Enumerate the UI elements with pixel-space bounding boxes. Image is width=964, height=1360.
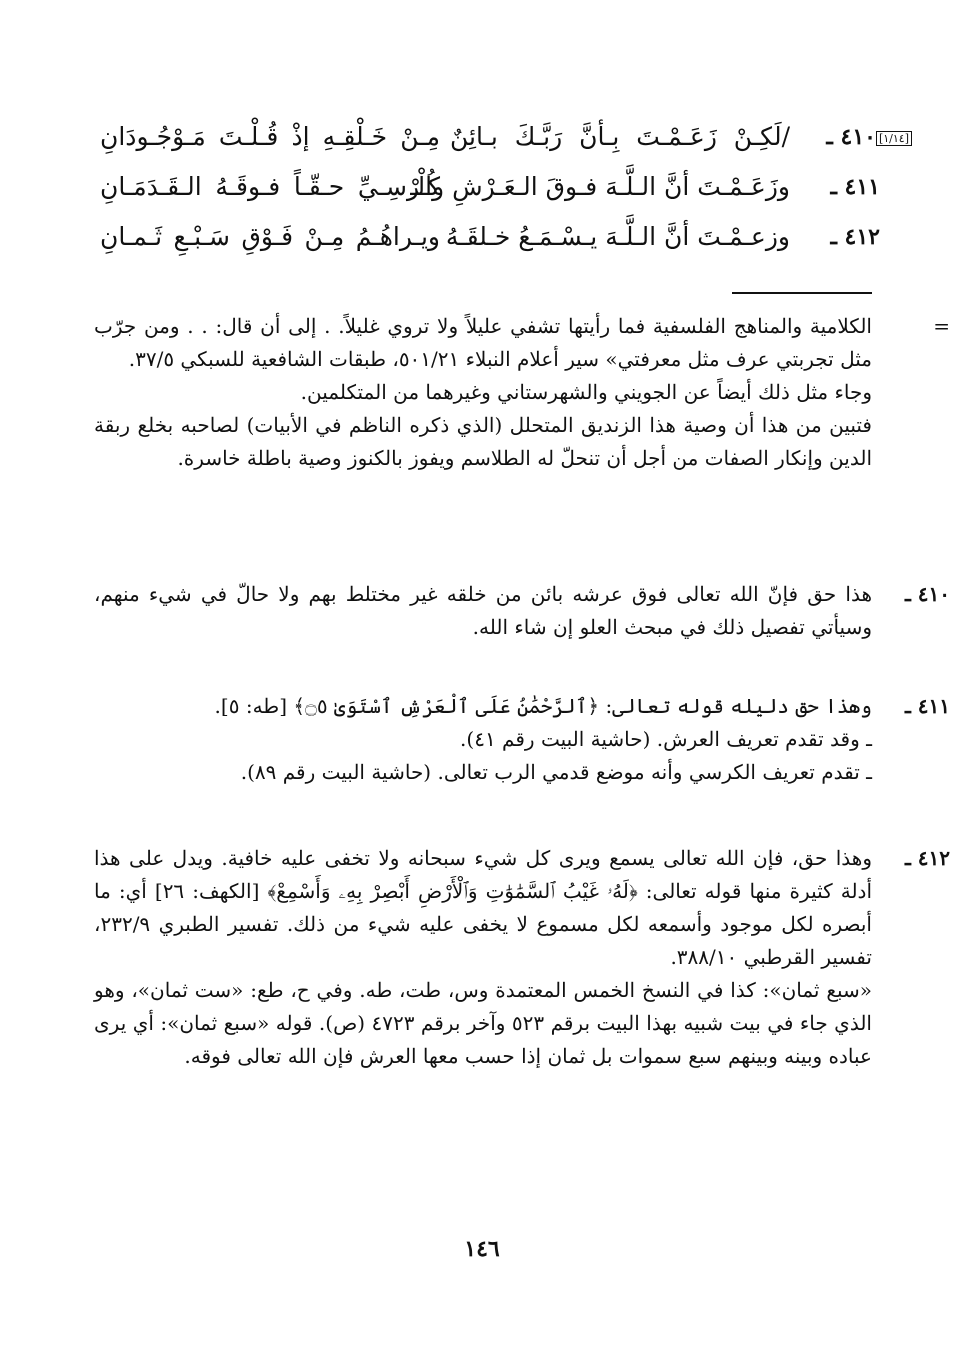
footnote-paragraph: فتبين من هذا أن وصية هذا الزنديق المتحلل (الذي ذكره الناظم في الأبيات) لصاحبه بخلع ربقة الدين وإنكار الصفات من أجل أن تنحلّ له الطلاسم ويفوز بالكنوز وصية باطلة خاسرة.: [94, 413, 872, 470]
footnote-number: ٤١٢ ـ: [904, 846, 950, 870]
page-number: ١٤٦: [464, 1236, 500, 1262]
verse-line-412: [90, 218, 880, 266]
footnote-number: ٤١٠ ـ: [904, 582, 950, 606]
footnote-411: [94, 690, 950, 789]
verse-number: ٤١٢ ـ: [830, 224, 880, 250]
second-hemistich: مِـنْ خَـلْقِـهِ إذْ قُـلْـتَ مَـوْجُـودَانِ: [100, 122, 440, 151]
footnote-paragraph: وهذا حق، فإن الله تعالى يسمع ويرى كل شيء سبحانه ولا تخفى عليه خافية. ويدل على هذا أدلة كثيرة منها قوله تعالى: ﴿لَهُۥ غَيْبُ ٱلسَّمَٰوَٰتِ وَٱلْأَرْضِ أَبْصِرْ بِهِۦ وَأَسْمِعْ﴾ [الكهف: ٢٦] أي: ما أبصره لكل موجود وأسمعه لكل مسموع لا يخفى عليه شيء من ذلك. تفسير الطبري ٢٣٢/٩، تفسير القرطبي ٣٨٨/١٠.: [94, 846, 873, 969]
footnote-paragraph: «سبع ثمان»: كذا في النسخ الخمس المعتمدة وس، طت، طه. وفي ح، طع: «ست ثمان»، وهو الذي جاء في بيت شبيه بهذا البيت برقم ٥٢٣ وآخر برقم ٤٧٢٣ (ص). قوله «سبع ثمان»: أي يرى عباده وبينه وبينهم سبع سموات بل ثمان إذا حسب معها العرش فإن الله تعالى فوقه.: [94, 978, 872, 1068]
footnote-paragraph: وجاء مثل ذلك أيضاً عن الجويني والشهرستاني وغيرهما من المتكلمين.: [300, 380, 872, 404]
footnote-412: [94, 842, 950, 1073]
second-hemistich: ويـراهُـمُ مِـنْ فَـوْقِ سَـبْـعِ ثَـمـانِ: [100, 222, 440, 251]
first-hemistich: وزَعَـمْـتَ أنَّ الـلَّـهَ فـوقَ الـعَـرْشِ والْـ: [410, 172, 790, 201]
verse-number: ٤١١ ـ: [830, 174, 880, 200]
continuation-mark: =: [933, 314, 950, 338]
first-hemistich: وزعـمْـتَ أنَّ الـلَّـهَ يـسْـمَـعُ خـلقَـهُ: [445, 222, 790, 251]
manuscript-folio-marker: [١/١٤]: [876, 131, 912, 146]
verse-line-411: [90, 168, 880, 216]
footnote-paragraph: هذا حق فإنّ الله تعالى فوق عرشه بائن من خلقه غير مختلط بهم ولا حالّ في شيء منهم، وسيأتي تفصيل ذلك في مبحث العلو إن شاء الله.: [94, 582, 872, 639]
footnote-continuation: [94, 310, 950, 475]
footnote-410: [94, 578, 950, 644]
verse-number: [١/١٤]٤١٠ ـ: [826, 124, 918, 150]
footnote-paragraph: ـ وقد تقدم تعريف العرش. (حاشية البيت رقم ٤١).: [460, 727, 872, 751]
footnote-separator: [732, 292, 872, 294]
footnote-paragraph: ـ تقدم تعريف الكرسي وأنه موضع قدمي الرب تعالى. (حاشية البيت رقم ٨٩).: [240, 760, 872, 784]
verse-line-410: [90, 118, 909, 166]
first-hemistich: /لَكِـنْ زَعَـمْـتَ بِـأنَّ رَبَّـكَ بـائِنٌ: [450, 122, 790, 151]
second-hemistich: كُـرْسِـيِّ حـقّـاً فـوقَـهُ الـقَـدَمَـانِ: [100, 172, 440, 201]
footnote-paragraph: الكلامية والمناهج الفلسفية فما رأيتها تشفي عليلاً ولا تروي غليلاً. . إلى أن قال: . . ومن جرّب مثل تجربتي عرف مثل معرفتي» سير أعلام النبلاء ٥٠١/٢١، طبقات الشافعية للسبكي ٣٧/٥.: [94, 314, 872, 371]
footnote-paragraph: وهذا حق دليله قوله تعالى: ﴿ٱلرَّحْمَٰنُ عَلَى ٱلْعَرْشِ ٱسْتَوَىٰ ۝٥﴾ [طه: ٥].: [214, 694, 872, 718]
footnote-number: ٤١١ ـ: [904, 694, 950, 718]
